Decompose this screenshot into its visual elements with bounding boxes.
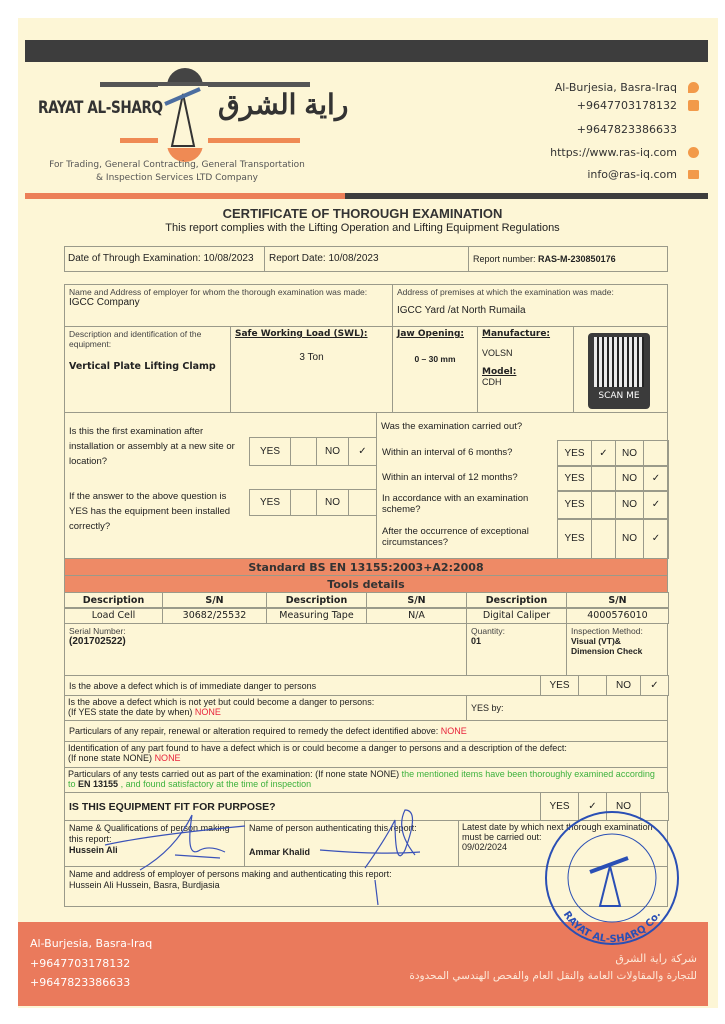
inspection-method-value: Visual (VT)& Dimension Check — [571, 636, 643, 657]
tools-value-cell: Measuring Tape — [266, 607, 367, 624]
contact-website[interactable]: https://www.ras-iq.com — [550, 146, 677, 159]
carried-out-question: After the occurrence of exceptional circumstances? — [382, 526, 529, 548]
qr-cell — [573, 326, 668, 413]
jaw-cell — [392, 326, 478, 413]
tools-header-cell: Description — [64, 592, 163, 609]
identification-value: NONE — [154, 753, 181, 764]
standard-banner: Standard BS EN 13155:2003+A2:2008 — [64, 558, 668, 576]
tagline-line1: For Trading, General Contracting, General Transportation — [49, 160, 305, 170]
report-number — [468, 246, 668, 272]
employer-cell — [64, 284, 393, 327]
carried-out-yes-checkbox[interactable] — [591, 518, 616, 559]
quantity-value: 01 — [471, 636, 482, 647]
first-exam-yes-label: YES — [249, 437, 291, 466]
carried-out-title: Was the examination carried out? — [381, 421, 523, 432]
employer-persons-cell — [64, 866, 668, 907]
fit-for-purpose-yes-label: YES — [540, 792, 579, 821]
not-yet-value: NONE — [194, 707, 221, 718]
equipment-desc-cell — [64, 326, 231, 413]
carried-out-yes-label: YES — [557, 440, 592, 467]
carried-out-yes-checkbox[interactable]: ✓ — [591, 440, 616, 467]
manufacture-label: Manufacture: — [482, 329, 551, 339]
carried-out-yes-label: YES — [557, 490, 592, 520]
top-bar — [25, 40, 708, 62]
carried-out-question: Within an interval of 6 months? — [382, 446, 513, 458]
carried-out-yes-label: YES — [557, 465, 592, 492]
tools-value-cell: Load Cell — [64, 607, 163, 624]
carried-out-yes-checkbox[interactable] — [591, 490, 616, 520]
first-exam-no-label: NO — [316, 437, 349, 466]
contact-address: Al-Burjesia, Basra-Iraq — [554, 81, 677, 94]
location-pin-icon — [688, 82, 699, 93]
tools-header-cell: Description — [266, 592, 367, 609]
contact-phone1: +9647703178132 — [576, 99, 677, 112]
qr-label: SCAN ME — [598, 391, 640, 401]
immediate-danger-yes-checkbox[interactable] — [578, 675, 607, 696]
carried-out-no-checkbox[interactable] — [643, 440, 669, 467]
stamp-text: RAYAT AL-SHARQ Co. — [560, 909, 664, 946]
globe-icon — [688, 147, 699, 158]
serial-cell — [64, 623, 467, 676]
report-date-label: Report Date: — [269, 253, 326, 264]
carried-out-question: In accordance with an examination scheme? — [382, 492, 529, 515]
tools-header-cell: Description — [466, 592, 567, 609]
tests-standard: EN 13155 — [78, 779, 119, 790]
first-exam-no-checkbox[interactable]: ✓ — [348, 437, 377, 466]
premises-label: Address of premises at which the examination was made: — [397, 287, 614, 297]
logo-arabic: راية الشرق — [218, 89, 349, 120]
contact-phone2: +9647823386633 — [576, 123, 677, 136]
installed-question: If the answer to the above question is YES has the equipment been installed correctly? — [69, 491, 231, 532]
identification-hint: (If none state NONE) — [68, 753, 153, 764]
fit-for-purpose-no-checkbox[interactable] — [640, 792, 669, 821]
tools-header-cell: S/N — [162, 592, 267, 609]
authenticator-value: Ammar Khalid — [249, 846, 311, 857]
report-number-label: Report number: — [473, 254, 536, 264]
footer-phone1: +9647703178132 — [30, 957, 131, 970]
tools-header-cell: S/N — [366, 592, 467, 609]
exam-date-label: Date of Through Examination: — [68, 253, 201, 264]
divider-orange — [25, 193, 345, 199]
swl-label: Safe Working Load (SWL): — [235, 329, 368, 339]
qr-pattern-icon — [594, 337, 644, 387]
carried-out-no-checkbox[interactable]: ✓ — [643, 465, 669, 492]
carried-out-no-checkbox[interactable]: ✓ — [643, 490, 669, 520]
next-exam-value: 09/02/2024 — [462, 842, 508, 853]
installed-no-checkbox[interactable] — [348, 489, 377, 516]
footer-address: Al-Burjesia, Basra-Iraq — [30, 937, 153, 950]
quantity-label: Quantity: — [471, 626, 506, 636]
tools-header-cell: S/N — [566, 592, 669, 609]
carried-out-no-checkbox[interactable]: ✓ — [643, 518, 669, 559]
phone-icon — [688, 100, 699, 111]
swl-cell — [230, 326, 393, 413]
model-label: Model: — [482, 366, 517, 377]
premises-value: IGCC Yard /at North Rumaila — [397, 305, 526, 317]
qr-code[interactable] — [588, 333, 650, 409]
serial-value: (201702522) — [69, 636, 126, 648]
report-number-value: RAS-M-230850176 — [538, 254, 616, 264]
tools-value-cell: Digital Caliper — [466, 607, 567, 624]
maker-label: Name & Qualifications of person making this report: — [69, 823, 230, 844]
fit-for-purpose-yes-checkbox[interactable]: ✓ — [578, 792, 607, 821]
tests-result-2: , and found satisfactory at the time of inspection — [120, 779, 312, 790]
carried-out-yes-checkbox[interactable] — [591, 465, 616, 492]
footer-arabic-name: شركة راية الشرق — [615, 952, 697, 965]
footer-arabic-desc: للتجارة والمقاولات العامة والنقل العام والفحص الهندسي المحدودة — [409, 970, 697, 982]
exam-date-value: 10/08/2023 — [203, 253, 254, 264]
tools-value-cell: N/A — [366, 607, 467, 624]
jaw-label: Jaw Opening: — [397, 329, 465, 339]
repair-value: NONE — [440, 726, 467, 736]
certificate-subtitle: This report complies with the Lifting Operation and Lifting Equipment Regulations — [165, 222, 560, 234]
identification-cell — [64, 741, 668, 768]
repair-cell — [64, 720, 668, 742]
carried-out-no-label: NO — [615, 490, 644, 520]
report-date-value: 10/08/2023 — [328, 253, 379, 264]
repair-question: Particulars of any repair, renewal or alteration required to remedy the defect identified above: — [69, 726, 439, 736]
inspection-method-cell — [566, 623, 668, 676]
exam-date — [64, 246, 265, 272]
envelope-icon — [688, 170, 699, 179]
immediate-danger-question: Is the above a defect which is of immediate danger to persons — [64, 675, 541, 696]
model-value: CDH — [482, 377, 502, 388]
tools-value-cell: 30682/25532 — [162, 607, 267, 624]
logo-english: RAYAT AL-SHARQ — [38, 98, 163, 118]
authenticator-label: Name of person authenticating this report: — [249, 823, 417, 833]
not-yet-question: Is the above a defect which is not yet but could become a danger to persons: — [68, 697, 375, 707]
first-exam-question: Is this the first examination after installation or assembly at a new site or location? — [69, 426, 235, 467]
tools-value-cell: 4000576010 — [566, 607, 669, 624]
authenticator-cell — [244, 820, 459, 867]
identification-question: Identification of any part found to have a defect which is or could become a danger to persons and a description of the defect: — [68, 743, 567, 753]
inspection-method-label: Inspection Method: — [571, 626, 643, 636]
jaw-value: 0 – 30 mm — [414, 353, 456, 364]
contact-email[interactable]: info@ras-iq.com — [587, 168, 677, 181]
tests-question: Particulars of any tests carried out as part of the examination: (If none state NONE) — [68, 769, 400, 779]
fit-for-purpose-no-label: NO — [606, 792, 641, 821]
installed-yes-checkbox[interactable] — [290, 489, 317, 516]
employer-label: Name and Address of employer for whom the thorough examination was made: — [69, 287, 368, 297]
quantity-cell — [466, 623, 567, 676]
premises-cell — [392, 284, 668, 327]
yes-by-field[interactable]: YES by: — [466, 695, 668, 721]
not-yet-danger-cell — [64, 695, 467, 721]
divider-dark — [345, 193, 708, 199]
carried-out-no-label: NO — [615, 465, 644, 492]
tests-result-1: the mentioned items have been thoroughly examined according to — [68, 769, 655, 790]
next-exam-cell — [458, 820, 668, 867]
installed-no-label: NO — [316, 489, 349, 516]
immediate-danger-no-checkbox[interactable]: ✓ — [640, 675, 669, 696]
carried-out-yes-label: YES — [557, 518, 592, 559]
serial-label: Serial Number: — [69, 626, 126, 636]
report-date — [264, 246, 469, 272]
maker-value: Hussein Ali — [69, 844, 118, 855]
carried-out-no-label: NO — [615, 440, 644, 467]
immediate-danger-yes-label: YES — [540, 675, 579, 696]
first-exam-yes-checkbox[interactable] — [290, 437, 317, 466]
equipment-desc-value: Vertical Plate Lifting Clamp — [69, 361, 216, 373]
footer-phone2: +9647823386633 — [30, 976, 131, 989]
manufacture-cell — [477, 326, 574, 413]
employer-persons-label: Name and address of employer of persons making and authenticating this report: — [69, 869, 392, 879]
carried-out-question: Within an interval of 12 months? — [382, 471, 518, 483]
maker-cell — [64, 820, 245, 867]
immediate-danger-no-label: NO — [606, 675, 641, 696]
next-exam-label: Latest date by which next thorough examination must be carried out: — [462, 822, 653, 843]
certificate-title: CERTIFICATE OF THOROUGH EXAMINATION — [222, 206, 503, 221]
manufacture-value: VOLSN — [482, 347, 513, 358]
carried-out-no-label: NO — [615, 518, 644, 559]
equipment-desc-label: Description and identification of the equipment: — [69, 329, 202, 350]
employer-value: IGCC Company — [69, 297, 140, 309]
not-yet-hint: (If YES state the date by when) — [68, 707, 193, 718]
tests-cell — [64, 767, 668, 793]
swl-value: 3 Ton — [299, 351, 324, 363]
tools-details-banner: Tools details — [64, 575, 668, 593]
tagline-line2: & Inspection Services LTD Company — [96, 173, 258, 183]
employer-persons-value: Hussein Ali Hussein, Basra, Burdjasia — [69, 879, 220, 890]
installed-yes-label: YES — [249, 489, 291, 516]
fit-for-purpose-question: IS THIS EQUIPMENT FIT FOR PURPOSE? — [64, 792, 541, 821]
